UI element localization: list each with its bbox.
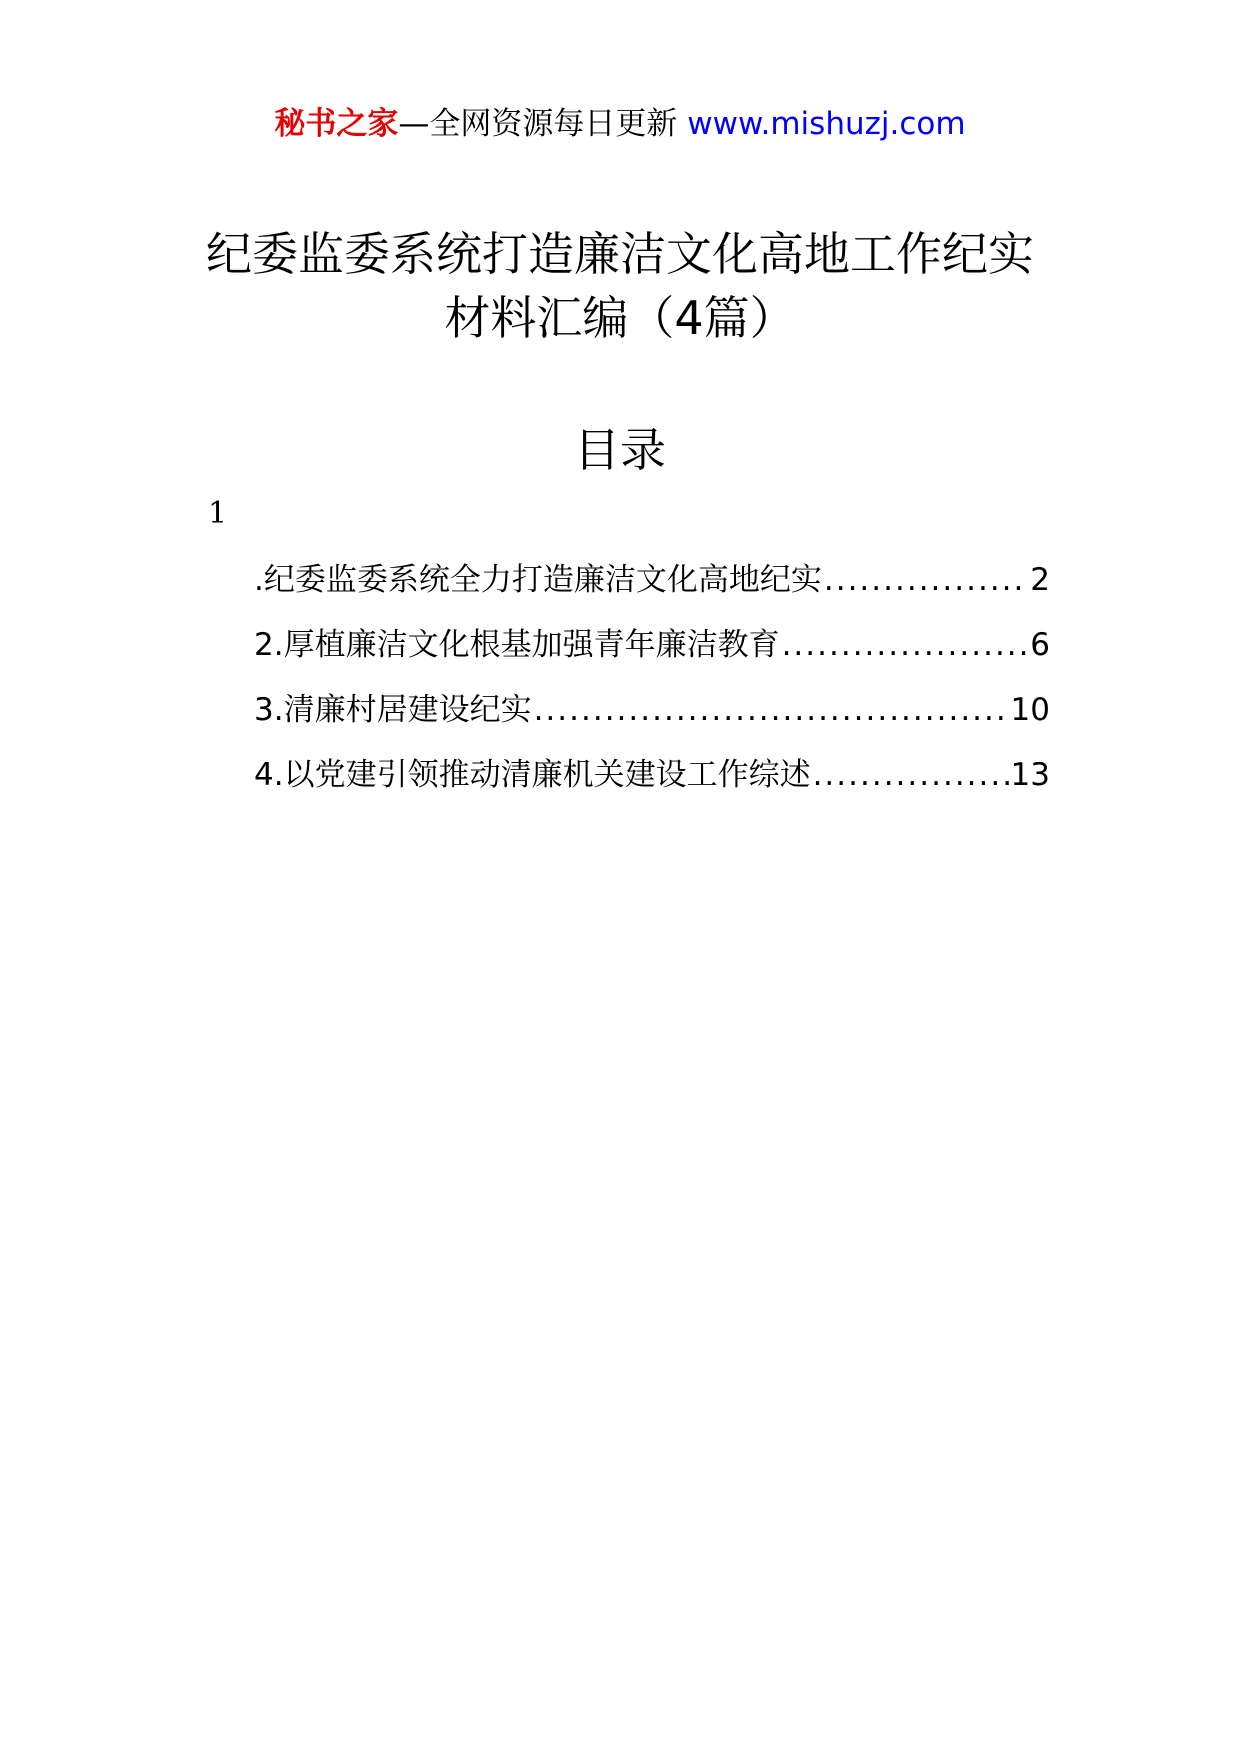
toc-entry-3[interactable]: [254, 687, 1050, 752]
toc-entry-title: 4.以党建引领推动清廉机关建设工作综述: [254, 757, 811, 793]
toc-entry-page: 6: [1030, 627, 1050, 663]
header-tagline: —全网资源每日更新: [398, 106, 678, 142]
toc-entry-title: 2.厚植廉洁文化根基加强青年廉洁教育: [254, 627, 780, 663]
brand-link[interactable]: 秘书之家: [274, 106, 399, 142]
toc-entry-1[interactable]: [254, 557, 1050, 622]
toc-entry-page: 10: [1010, 692, 1050, 728]
toc-dot-leader: [782, 622, 1029, 668]
document-title: [0, 222, 1240, 350]
toc-entry-page: 13: [1010, 757, 1050, 793]
document-title-line-1: 纪委监委系统打造廉洁文化高地工作纪实: [206, 227, 1034, 281]
toc-entry-title: 3.清廉村居建设纪实: [254, 692, 532, 728]
toc-entry-title: .纪委监委系统全力打造廉洁文化高地纪实: [254, 562, 822, 598]
document-title-line-2: 材料汇编（4篇）: [444, 291, 796, 345]
toc-stray-number: 1: [208, 496, 228, 531]
toc-heading: 目录: [574, 423, 666, 477]
site-url-link[interactable]: www.mishuzj.com: [687, 106, 966, 142]
site-header: [0, 100, 1240, 148]
toc-dot-leader: [813, 752, 1009, 798]
table-of-contents: [254, 557, 1050, 817]
toc-entry-2[interactable]: [254, 622, 1050, 687]
toc-dot-leader: [534, 687, 1009, 733]
toc-entry-4[interactable]: [254, 752, 1050, 817]
toc-dot-leader: [824, 557, 1028, 603]
toc-entry-page: 2: [1030, 562, 1050, 598]
